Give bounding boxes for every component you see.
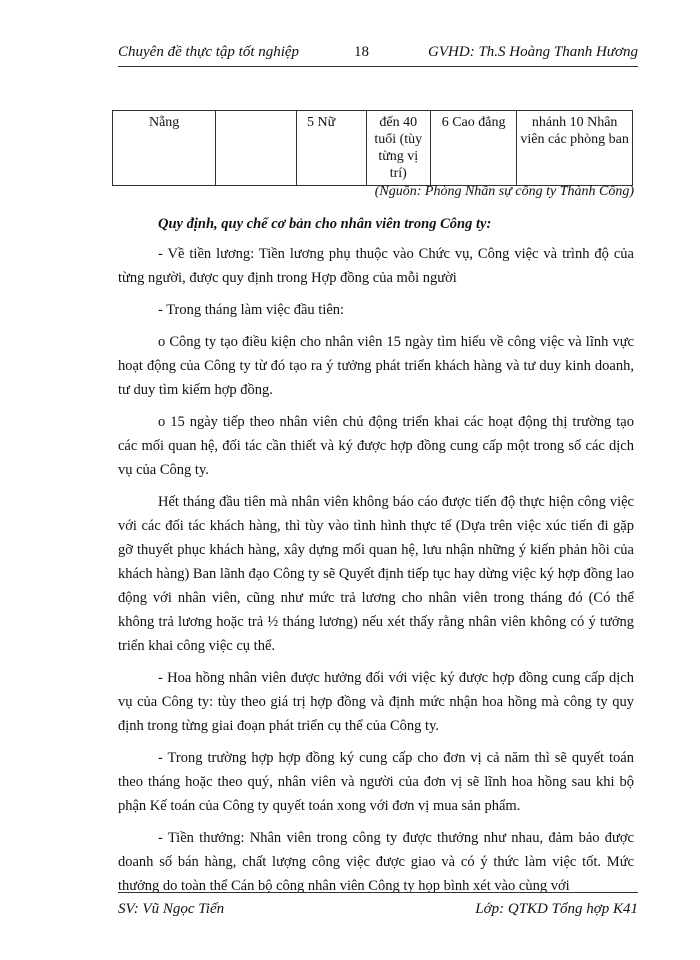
table-cell <box>216 111 297 186</box>
footer-student: SV: Vũ Ngọc Tiến <box>118 901 225 917</box>
paragraph: - Trong trường hợp hợp đồng ký cung cấp cho đơn vị cả năm thì sẽ quyết toán theo tháng hoặc theo quý, nhân viên và người của đơn vị sẽ lĩnh hoa hồng sau khi bộ phận Kế toán của Công ty quyết toán xong với đơn vị mua sản phẩm. <box>118 750 634 814</box>
paragraph: o Công ty tạo điều kiện cho nhân viên 15 ngày tìm hiểu về công việc và lĩnh vực hoạt động của Công ty từ đó tạo ra ý tưởng phát triển khách hàng và tư duy kinh doanh, tư duy tìm kiếm hợp đồng. <box>118 334 634 398</box>
staff-table <box>112 110 633 186</box>
table-cell: Nẵng <box>113 111 216 186</box>
paragraph: o 15 ngày tiếp theo nhân viên chủ động triển khai các hoạt động thị trường tạo các mối quan hệ, đối tác cần thiết và ký được hợp đồng cung cấp một trong số các dịch vụ của Công ty. <box>118 414 634 478</box>
header-advisor: GVHD: Th.S Hoàng Thanh Hương <box>428 44 638 60</box>
document-body <box>118 212 634 906</box>
table-cell: 6 Cao đẳng <box>430 111 516 186</box>
page-footer <box>118 892 638 921</box>
table-source-note: (Nguồn: Phòng Nhân sự công ty Thành Công) <box>374 184 634 199</box>
paragraph: Hết tháng đầu tiên mà nhân viên không báo cáo được tiến độ thực hiện công việc với các đối tác khách hàng, thì tùy vào tình hình thực tế (Dựa trên việc xúc tiến đi gặp gỡ thuyết phục khách hàng, xây dựng mối quan hệ, lưu nhận những ý kiến phản hồi của khách hàng) Ban lãnh đạo Công ty sẽ Quyết định tiếp tục hay dừng việc ký hợp đồng lao động với nhân viên, cũng như mức trả lương cho nhân viên trong tháng đó (Có thể không trả lương hoặc trả ½ tháng lương) nếu xét thấy rằng nhân viên không có ý tưởng triển khai công việc cụ thể. <box>118 494 634 654</box>
section-heading: Quy định, quy chế cơ bản cho nhân viên trong Công ty: <box>158 216 492 232</box>
page-number: 18 <box>354 44 369 60</box>
paragraph: - Trong tháng làm việc đầu tiên: <box>158 302 345 318</box>
paragraph: - Hoa hồng nhân viên được hưởng đối với việc ký được hợp đồng cung cấp dịch vụ của Công ty: tùy theo giá trị hợp đồng và định mức nhận hoa hồng mà công ty quy định trong từng giai đoạn phát triển cụ thể của Công ty. <box>118 670 634 734</box>
table-row <box>113 111 633 186</box>
table-cell: đến 40 tuổi (tùy từng vị trí) <box>366 111 430 186</box>
table-cell: nhánh 10 Nhân viên các phòng ban <box>517 111 633 186</box>
header-thesis-title: Chuyên đề thực tập tốt nghiệp <box>118 44 300 60</box>
page-header <box>118 40 638 67</box>
table-cell: 5 Nữ <box>296 111 366 186</box>
footer-class: Lớp: QTKD Tổng hợp K41 <box>475 901 638 917</box>
paragraph: - Về tiền lương: Tiền lương phụ thuộc vào Chức vụ, Công việc và trình độ của từng người, được quy định trong Hợp đồng của mỗi người <box>118 246 634 286</box>
paragraph: - Tiền thưởng: Nhân viên trong công ty được thưởng như nhau, đảm bảo được doanh số bán hàng, chất lượng công việc được giao và có ý thức làm việc tốt. Mức thưởng do toàn thể Cán bộ công nhân viên Công ty họp bình xét vào cùng với <box>118 830 634 894</box>
